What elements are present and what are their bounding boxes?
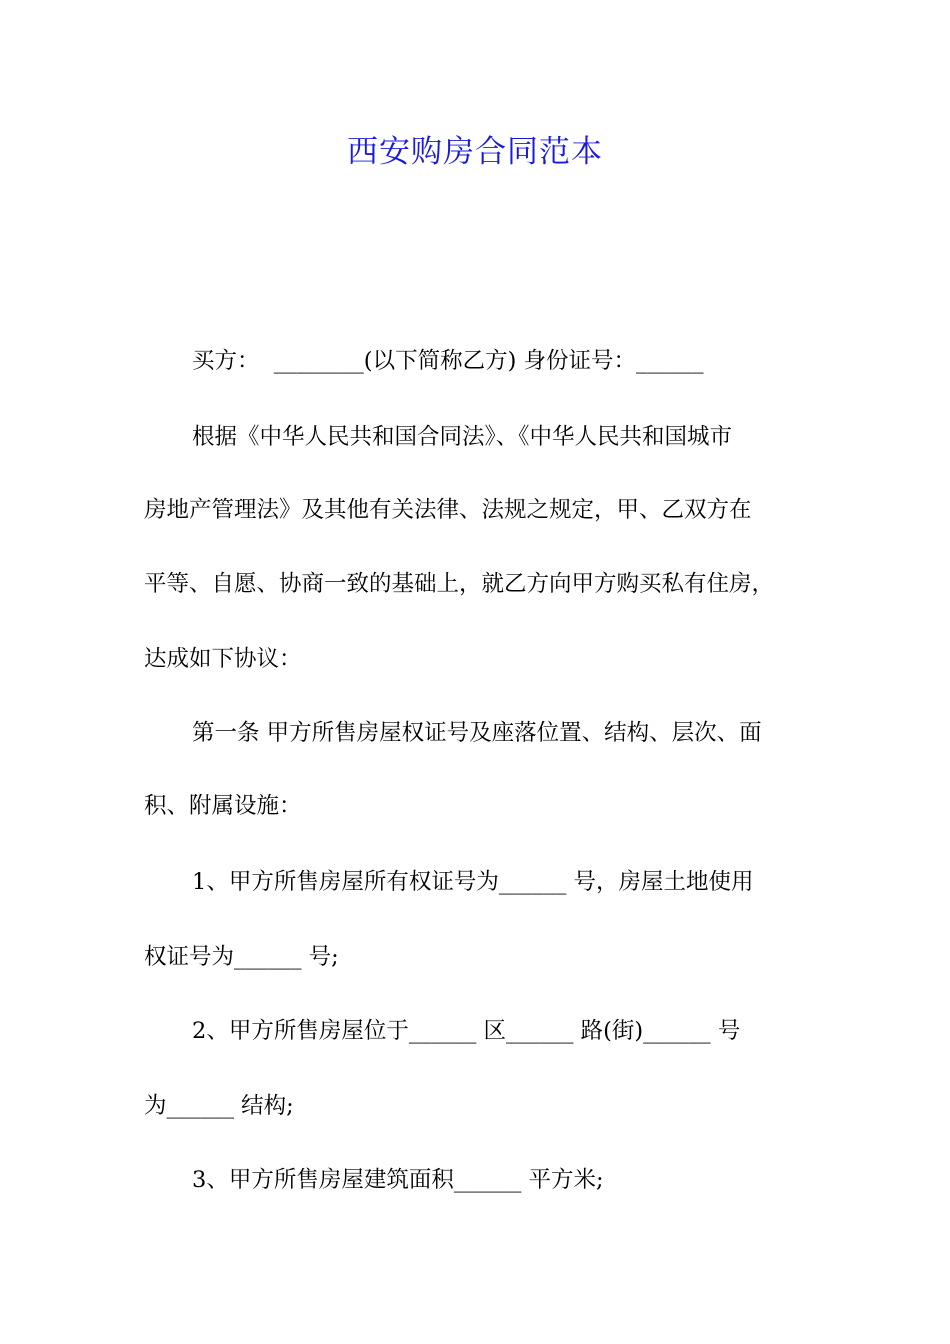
preamble-line-4: 达成如下协议：: [144, 646, 302, 672]
clause-2-line-2: 为______ 结构;: [144, 1093, 294, 1119]
preamble-line-3: 平等、自愿、协商一致的基础上，就乙方向甲方购买私有住房，: [144, 571, 775, 597]
preamble-line-1: 根据《中华人民共和国合同法》、《中华人民共和国城市: [192, 424, 733, 450]
clause-1-line-2: 权证号为______ 号;: [144, 944, 339, 970]
buyer-line: 买方： ________(以下简称乙方) 身份证号：______: [192, 348, 704, 374]
preamble-line-2: 房地产管理法》及其他有关法律、法规之规定，甲、乙双方在: [144, 497, 752, 523]
clause-1-line-1: 1、甲方所售房屋所有权证号为______ 号，房屋土地使用: [192, 869, 754, 895]
clause-2-line-1: 2、甲方所售房屋位于______ 区______ 路(街)______ 号: [192, 1018, 741, 1044]
article-1-heading-line-2: 积、附属设施：: [144, 793, 302, 819]
clause-3-line-1: 3、甲方所售房屋建筑面积______ 平方米;: [192, 1167, 604, 1193]
article-1-heading-line-1: 第一条 甲方所售房屋权证号及座落位置、结构、层次、面: [192, 720, 762, 746]
document-title: 西安购房合同范本: [347, 134, 603, 170]
